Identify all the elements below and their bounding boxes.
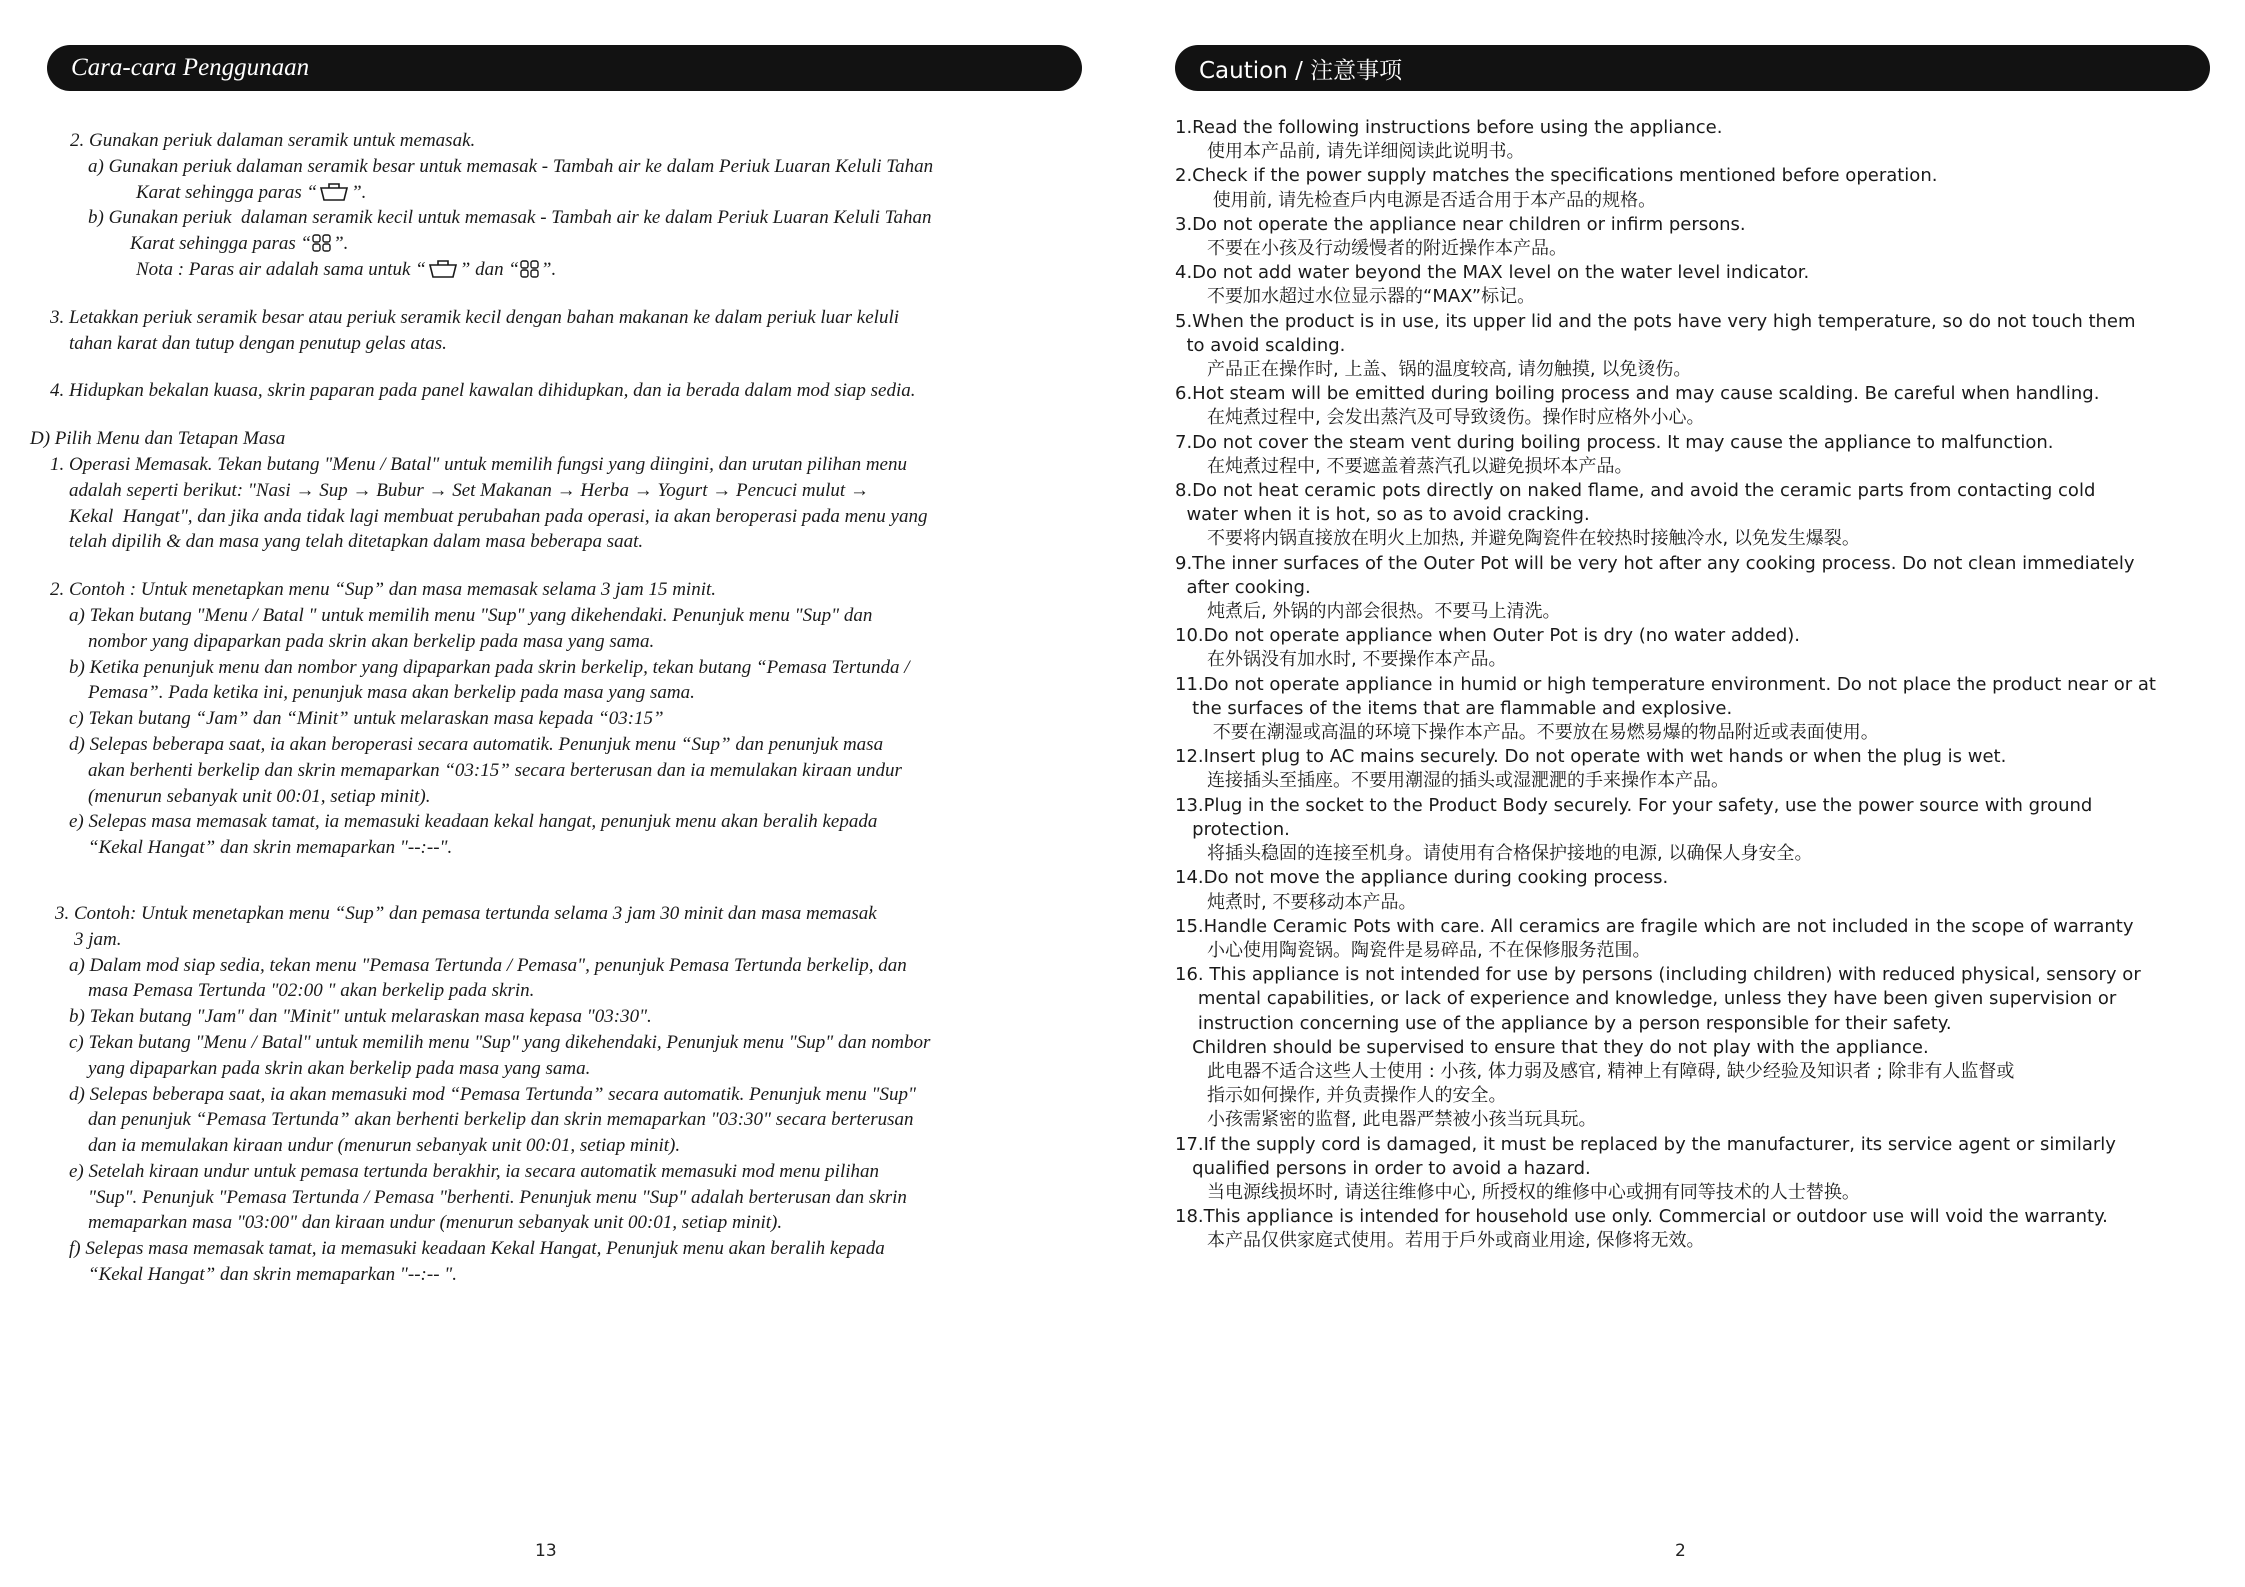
usage-instructions bbox=[30, 128, 1100, 1288]
operation-line: Kekal Hangat", dan jika anda tidak lagi membuat perubahan pada operasi, ia akan beroperasi pada menu yang bbox=[50, 505, 928, 527]
caution-text-en: 8.Do not heat ceramic pots directly on naked flame, and avoid the ceramic parts from contacting cold water when it is hot, so as to avoid cracking. bbox=[1175, 480, 2096, 526]
caution-item bbox=[1175, 1133, 2235, 1206]
caution-text-zh: 炖煮时, 不要移动本产品。 bbox=[1207, 891, 1417, 913]
right-page bbox=[1132, 0, 2245, 1587]
caution-text-en: 10.Do not operate appliance when Outer Pot is dry (no water added). bbox=[1175, 625, 1800, 647]
example-3-line: "Sup". Penunjuk "Pemasa Tertunda / Pemasa "berhenti. Penunjuk menu "Sup" adalah berterusan dan skrin bbox=[50, 1186, 907, 1208]
caution-text-zh: 将插头稳固的连接至机身。请使用有合格保护接地的电源, 以确保人身安全。 bbox=[1207, 843, 1813, 865]
caution-text-zh: 在外锅没有加水时, 不要操作本产品。 bbox=[1207, 649, 1507, 671]
caution-item bbox=[1175, 866, 2235, 914]
caution-text-zh: 在炖煮过程中, 不要遮盖着蒸汽孔以避免损坏本产品。 bbox=[1207, 455, 1633, 477]
example-2-line: c) Tekan butang “Jam” dan “Minit” untuk melaraskan masa kepada “03:15” bbox=[50, 708, 664, 730]
caution-list bbox=[1175, 116, 2235, 1254]
step-2-title: 2. Gunakan periuk dalaman seramik untuk memasak. bbox=[70, 130, 476, 151]
step-2b-pre: Karat sehingga paras “ bbox=[130, 233, 312, 255]
caution-text-zh: 使用本产品前, 请先详细阅读此说明书。 bbox=[1207, 141, 1525, 163]
caution-item bbox=[1175, 116, 2235, 164]
page-number: 2 bbox=[1675, 1541, 1686, 1561]
caution-text-en: 2.Check if the power supply matches the specifications mentioned before operation. bbox=[1175, 165, 1938, 187]
step-2b-post: ”. bbox=[333, 233, 349, 255]
example-2-line: “Kekal Hangat” dan skrin memaparkan "--:--". bbox=[50, 837, 453, 859]
example-2-line: a) Tekan butang "Menu / Batal " untuk memilih menu "Sup" yang dikehendaki. Penunjuk menu "Sup" dan bbox=[50, 604, 873, 626]
caution-text-en: 9.The inner surfaces of the Outer Pot will be very hot after any cooking process. Do not clean immediately after cooking. bbox=[1175, 552, 2135, 598]
caution-text-zh: 产品正在操作时, 上盖、锅的温度较高, 请勿触摸, 以免烫伤。 bbox=[1207, 359, 1692, 381]
small-pots-level-icon bbox=[311, 233, 333, 253]
caution-text-en: 6.Hot steam will be emitted during boiling process and may cause scalding. Be careful when handling. bbox=[1175, 383, 2100, 405]
step-2a-pre: Karat sehingga paras “ bbox=[136, 181, 318, 203]
example-3-line: e) Setelah kiraan undur untuk pemasa tertunda berakhir, ia secara automatik memasuki mod menu pilihan bbox=[50, 1160, 880, 1182]
step-2b-text-cont bbox=[70, 231, 1100, 257]
example-3-line: c) Tekan butang "Menu / Batal" untuk memilih menu "Sup" yang dikehendaki, Penunjuk menu "Sup" dan nombor bbox=[50, 1031, 931, 1053]
step-4-line: 4. Hidupkan bekalan kuasa, skrin paparan pada panel kawalan dihidupkan, dan ia berada dalam mod siap sedia. bbox=[50, 380, 916, 402]
note-pre: Nota : Paras air adalah sama untuk “ bbox=[136, 258, 426, 280]
step-2a-post: ”. bbox=[351, 181, 367, 203]
note-mid: ” dan “ bbox=[459, 258, 519, 280]
caution-item bbox=[1175, 624, 2235, 672]
caution-text-zh: 不要将内锅直接放在明火上加热, 并避免陶瓷件在较热时接触冷水, 以免发生爆裂。 bbox=[1207, 528, 1860, 550]
example-2-line: nombor yang dipaparkan pada skrin akan berkelip pada masa yang sama. bbox=[50, 630, 655, 652]
example-2-line: e) Selepas masa memasak tamat, ia memasuki keadaan kekal hangat, penunjuk menu akan beralih kepada bbox=[50, 811, 878, 833]
caution-text-zh: 当电源线损坏时, 请送往维修中心, 所授权的维修中心或拥有同等技术的人士替换。 bbox=[1207, 1181, 1860, 1203]
caution-item bbox=[1175, 310, 2235, 383]
caution-text-en: 18.This appliance is intended for household use only. Commercial or outdoor use will void the warranty. bbox=[1175, 1206, 2108, 1228]
caution-text-zh: 不要在小孩及行动缓慢者的附近操作本产品。 bbox=[1207, 238, 1567, 260]
example-2-line: 2. Contoh : Untuk menetapkan menu “Sup” dan masa memasak selama 3 jam 15 minit. bbox=[50, 579, 717, 601]
example-3-line: yang dipaparkan pada skrin akan berkelip pada masa yang sama. bbox=[50, 1057, 591, 1079]
caution-item bbox=[1175, 213, 2235, 261]
caution-item bbox=[1175, 963, 2235, 1132]
example-3-line: 3 jam. bbox=[55, 928, 122, 950]
section-d-heading: D) Pilih Menu dan Tetapan Masa bbox=[30, 428, 286, 450]
caution-text-zh: 此电器不适合这些人士使用 : 小孩, 体力弱及感官, 精神上有障碍, 缺少经验及知识者 ; 除非有人监督或 指示如何操作, 并负责操作人的安全。 小孩需紧密的监督, 此电器严禁被小孩当玩具玩。 bbox=[1207, 1060, 2015, 1131]
example-2-line: (menurun sebanyak unit 00:01, setiap minit). bbox=[50, 785, 431, 807]
caution-text-en: 5.When the product is in use, its upper lid and the pots have very high temperature, so do not touch them to avoid scalding. bbox=[1175, 310, 2136, 356]
example-2-line: b) Ketika penunjuk menu dan nombor yang dipaparkan pada skrin berkelip, tekan butang “Pemasa Tertunda / bbox=[50, 656, 910, 678]
example-3-line: f) Selepas masa memasak tamat, ia memasuki keadaan Kekal Hangat, Penunjuk menu akan beralih kepada bbox=[50, 1238, 885, 1260]
step-2a-text: a) Gunakan periuk dalaman seramik besar untuk memasak - Tambah air ke dalam Periuk Luaran Keluli Tahan bbox=[88, 155, 934, 177]
large-pot-level-icon bbox=[426, 259, 460, 279]
caution-text-en: 4.Do not add water beyond the MAX level on the water level indicator. bbox=[1175, 262, 1810, 284]
small-pots-level-icon bbox=[519, 259, 541, 279]
example-2-line: Pemasa”. Pada ketika ini, penunjuk masa akan berkelip pada masa yang sama. bbox=[50, 682, 695, 704]
caution-item bbox=[1175, 915, 2235, 963]
example-3-line: “Kekal Hangat” dan skrin memaparkan "--:-- ". bbox=[50, 1264, 457, 1286]
caution-text-en: 16. This appliance is not intended for use by persons (including children) with reduced physical, sensory or mental capabilities, or lack of experience and knowledge, unless they have been given supervision or instruction concerning use of the appliance by a person responsible for their safety. Children should be supervised to ensure that they do not play with the appliance. bbox=[1175, 964, 2141, 1058]
note-post: ”. bbox=[540, 258, 557, 280]
caution-text-zh: 连接插头至插座。不要用潮湿的插头或湿淝淝的手来操作本产品。 bbox=[1207, 770, 1729, 792]
caution-item bbox=[1175, 552, 2235, 625]
caution-item bbox=[1175, 431, 2235, 479]
caution-item bbox=[1175, 1205, 2235, 1253]
example-2-line: d) Selepas beberapa saat, ia akan beroperasi secara automatik. Penunjuk menu “Sup” dan penunjuk masa bbox=[50, 733, 884, 755]
caution-text-en: 13.Plug in the socket to the Product Body securely. For your safety, use the power source with ground protection. bbox=[1175, 794, 2093, 840]
section-title: Caution / 注意事项 bbox=[1199, 57, 1403, 84]
caution-text-en: 17.If the supply cord is damaged, it must be replaced by the manufacturer, its service agent or similarly qualified persons in order to avoid a hazard. bbox=[1175, 1133, 2116, 1179]
caution-text-zh: 不要加水超过水位显示器的“MAX”标记。 bbox=[1207, 286, 1536, 308]
step-2-note bbox=[70, 257, 1100, 283]
example-3-line: a) Dalam mod siap sedia, tekan menu "Pemasa Tertunda / Pemasa", penunjuk Pemasa Tertunda berkelip, dan bbox=[50, 954, 907, 976]
example-3-line: dan ia memulakan kiraan undur (menurun sebanyak unit 00:01, setiap minit). bbox=[50, 1135, 681, 1157]
step-3-line: 3. Letakkan periuk seramik besar atau periuk seramik kecil dengan bahan makanan ke dalam periuk luar keluli bbox=[50, 306, 900, 328]
caution-text-en: 11.Do not operate appliance in humid or high temperature environment. Do not place the product near or at the surfaces of the items that are flammable and explosive. bbox=[1175, 673, 2156, 719]
caution-text-zh: 小心使用陶瓷锅。陶瓷件是易碎品, 不在保修服务范围。 bbox=[1207, 939, 1651, 961]
caution-item bbox=[1175, 745, 2235, 793]
example-3-line: d) Selepas beberapa saat, ia akan memasuki mod “Pemasa Tertunda” secara automatik. Penunjuk menu "Sup" bbox=[50, 1083, 916, 1105]
caution-text-en: 7.Do not cover the steam vent during boiling process. It may cause the appliance to malfunction. bbox=[1175, 431, 2054, 453]
caution-item bbox=[1175, 794, 2235, 867]
left-page bbox=[0, 0, 1122, 1587]
example-3-line: 3. Contoh: Untuk menetapkan menu “Sup” dan pemasa tertunda selama 3 jam 30 minit dan masa memasak bbox=[55, 902, 877, 924]
section-header-bar bbox=[1175, 45, 2210, 91]
caution-item bbox=[1175, 382, 2235, 430]
example-2-line: akan berhenti berkelip dan skrin memaparkan “03:15” secara berterusan dan ia memulakan kiraan undur bbox=[50, 759, 902, 781]
caution-text-en: 1.Read the following instructions before using the appliance. bbox=[1175, 117, 1723, 138]
operation-line: adalah seperti berikut: "Nasi → Sup → Bubur → Set Makanan → Herba → Yogurt → Pencuci mulut → bbox=[50, 479, 869, 501]
caution-text-en: 14.Do not move the appliance during cooking process. bbox=[1175, 867, 1669, 889]
caution-text-zh: 不要在潮湿或高温的环境下操作本产品。不要放在易燃易爆的物品附近或表面使用。 bbox=[1207, 722, 1879, 744]
step-3-line: tahan karat dan tutup dengan penutup gelas atas. bbox=[50, 332, 447, 354]
caution-item bbox=[1175, 479, 2235, 552]
caution-text-zh: 本产品仅供家庭式使用。若用于戶外或商业用途, 保修将无效。 bbox=[1207, 1230, 1705, 1252]
step-2b-text: b) Gunakan periuk dalaman seramik kecil untuk memasak - Tambah air ke dalam Periuk Luaran Keluli Tahan bbox=[88, 207, 932, 229]
caution-text-en: 3.Do not operate the appliance near children or infirm persons. bbox=[1175, 213, 1746, 235]
example-3-line: masa Pemasa Tertunda "02:00 " akan berkelip pada skrin. bbox=[50, 980, 535, 1002]
operation-line: telah dipilih & dan masa yang telah ditetapkan dalam masa beberapa saat. bbox=[50, 531, 644, 553]
section-header-bar bbox=[47, 45, 1082, 91]
caution-text-zh: 炖煮后, 外锅的内部会很热。不要马上清洗。 bbox=[1207, 601, 1561, 623]
caution-item bbox=[1175, 261, 2235, 309]
caution-text-en: 12.Insert plug to AC mains securely. Do not operate with wet hands or when the plug is wet. bbox=[1175, 746, 2007, 768]
caution-item bbox=[1175, 673, 2235, 746]
step-2a-text-cont bbox=[70, 180, 1100, 206]
large-pot-level-icon bbox=[317, 182, 351, 202]
caution-text-en: 15.Handle Ceramic Pots with care. All ceramics are fragile which are not included in the scope of warranty bbox=[1175, 915, 2134, 937]
section-title: Cara-cara Penggunaan bbox=[71, 54, 310, 81]
caution-item bbox=[1175, 164, 2235, 212]
operation-line: 1. Operasi Memasak. Tekan butang "Menu / Batal" untuk memilih fungsi yang diingini, dan urutan pilihan menu bbox=[50, 453, 907, 475]
page-number: 13 bbox=[535, 1541, 557, 1561]
example-3-line: b) Tekan butang "Jam" dan "Minit" untuk melaraskan masa kepasa "03:30". bbox=[50, 1006, 652, 1028]
example-3-line: dan penunjuk “Pemasa Tertunda” akan berhenti berkelip dan skrin memaparkan "03:30" secara berterusan bbox=[50, 1109, 914, 1131]
caution-text-zh: 使用前, 请先检查戶内电源是否适合用于本产品的规格。 bbox=[1207, 189, 1657, 211]
example-3-line: memaparkan masa "03:00" dan kiraan undur (menurun sebanyak unit 00:01, setiap minit). bbox=[50, 1212, 783, 1234]
caution-text-zh: 在炖煮过程中, 会发出蒸汽及可导致烫伤。操作时应格外小心。 bbox=[1207, 407, 1705, 429]
